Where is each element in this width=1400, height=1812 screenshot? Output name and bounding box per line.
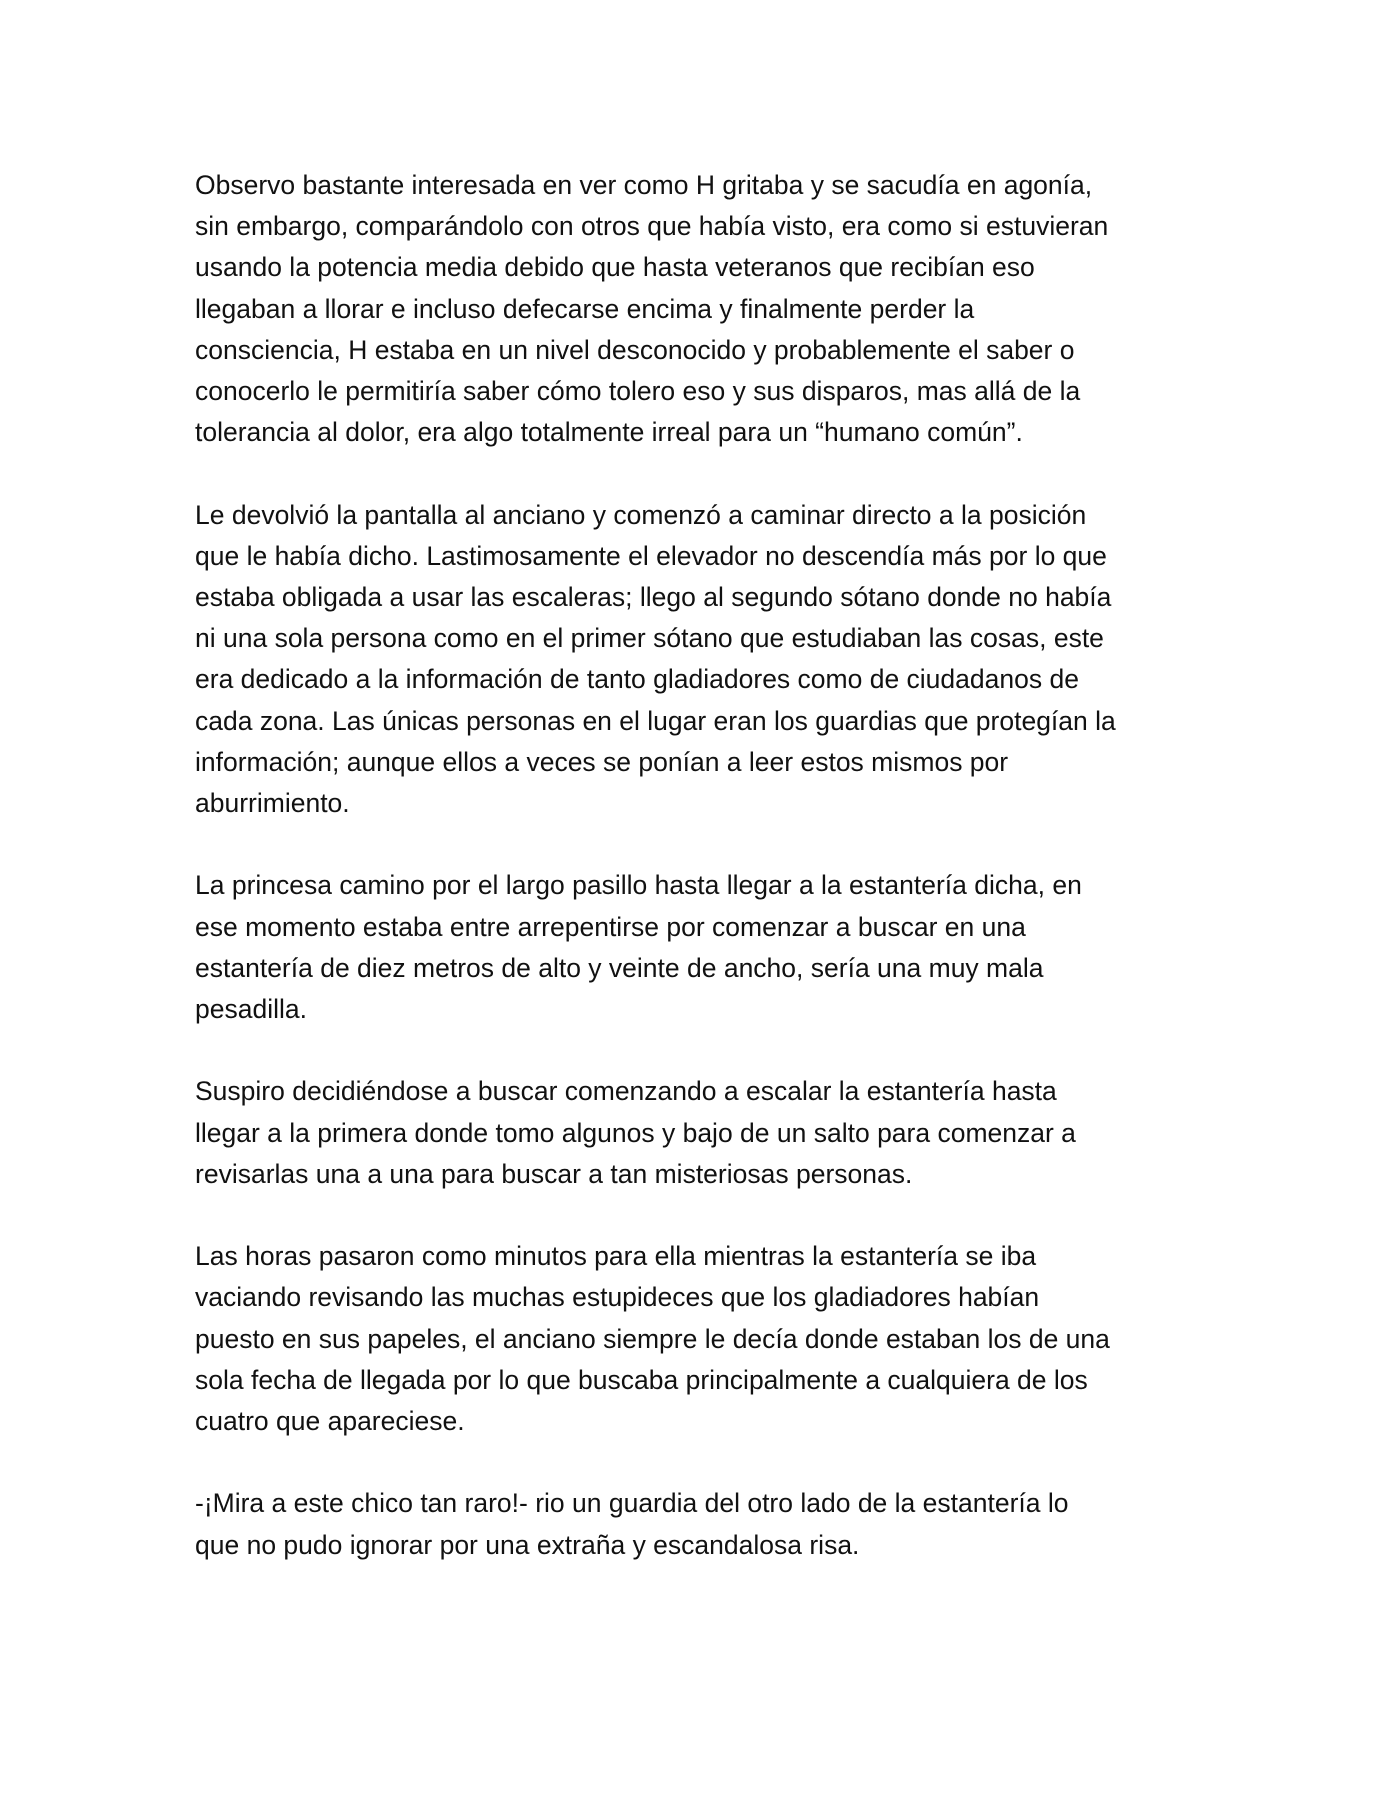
text-line: estaba obligada a usar las escaleras; llego al segundo sótano donde no había: [195, 582, 1112, 613]
text-line: que le había dicho. Lastimosamente el elevador no descendía más por lo que: [195, 540, 1107, 571]
text-line: Las horas pasaron como minutos para ella mientras la estantería se iba: [195, 1241, 1037, 1272]
text-line: información; aunque ellos a veces se ponían a leer estos mismos por: [195, 746, 1009, 777]
text-line: sin embargo, comparándolo con otros que había visto, era como si estuvieran: [195, 211, 1109, 242]
text-line: cuatro que apareciese.: [195, 1406, 465, 1437]
text-line: aburrimiento.: [195, 788, 350, 819]
document-body: [195, 165, 1235, 1607]
text-line: cada zona. Las únicas personas en el lugar eran los guardias que protegían la: [195, 705, 1116, 736]
paragraph-2: [195, 495, 1235, 825]
text-line: Observo bastante interesada en ver como H gritaba y se sacudía en agonía,: [195, 170, 1093, 200]
text-line: La princesa camino por el largo pasillo hasta llegar a la estantería dicha, en: [195, 870, 1082, 901]
text-line: ese momento estaba entre arrepentirse por comenzar a buscar en una: [195, 911, 1026, 942]
paragraph-3: [195, 865, 1235, 1030]
text-line: pesadilla.: [195, 994, 307, 1025]
paragraph-4: [195, 1071, 1235, 1195]
text-line: vaciando revisando las muchas estupideces que los gladiadores habían: [195, 1282, 1040, 1313]
text-line: ni una sola persona como en el primer sótano que estudiaban las cosas, este: [195, 623, 1104, 654]
text-line: llegaban a llorar e incluso defecarse encima y finalmente perder la: [195, 293, 975, 324]
text-line: Le devolvió la pantalla al anciano y comenzó a caminar directo a la posición: [195, 499, 1087, 530]
text-line: estantería de diez metros de alto y veinte de ancho, sería una muy mala: [195, 952, 1044, 983]
paragraph-6: [195, 1483, 1235, 1565]
paragraph-1: [195, 165, 1235, 453]
text-line: puesto en sus papeles, el anciano siempre le decía donde estaban los de una: [195, 1323, 1110, 1354]
text-line: sola fecha de llegada por lo que buscaba principalmente a cualquiera de los: [195, 1364, 1088, 1395]
text-line: conocerlo le permitiría saber cómo tolero eso y sus disparos, mas allá de la: [195, 376, 1081, 407]
text-line: Suspiro decidiéndose a buscar comenzando a escalar la estantería hasta: [195, 1076, 1057, 1107]
text-line: tolerancia al dolor, era algo totalmente irreal para un “humano común”.: [195, 417, 1023, 448]
text-line: que no pudo ignorar por una extraña y escandalosa risa.: [195, 1529, 860, 1560]
text-line: revisarlas una a una para buscar a tan misteriosas personas.: [195, 1158, 913, 1189]
text-line: usando la potencia media debido que hasta veteranos que recibían eso: [195, 252, 1035, 283]
text-line: consciencia, H estaba en un nivel desconocido y probablemente el saber o: [195, 334, 1075, 365]
text-line: llegar a la primera donde tomo algunos y bajo de un salto para comenzar a: [195, 1117, 1076, 1148]
text-line: era dedicado a la información de tanto gladiadores como de ciudadanos de: [195, 664, 1079, 695]
text-line: -¡Mira a este chico tan raro!- rio un guardia del otro lado de la estantería lo: [195, 1488, 1069, 1519]
paragraph-5: [195, 1236, 1235, 1442]
